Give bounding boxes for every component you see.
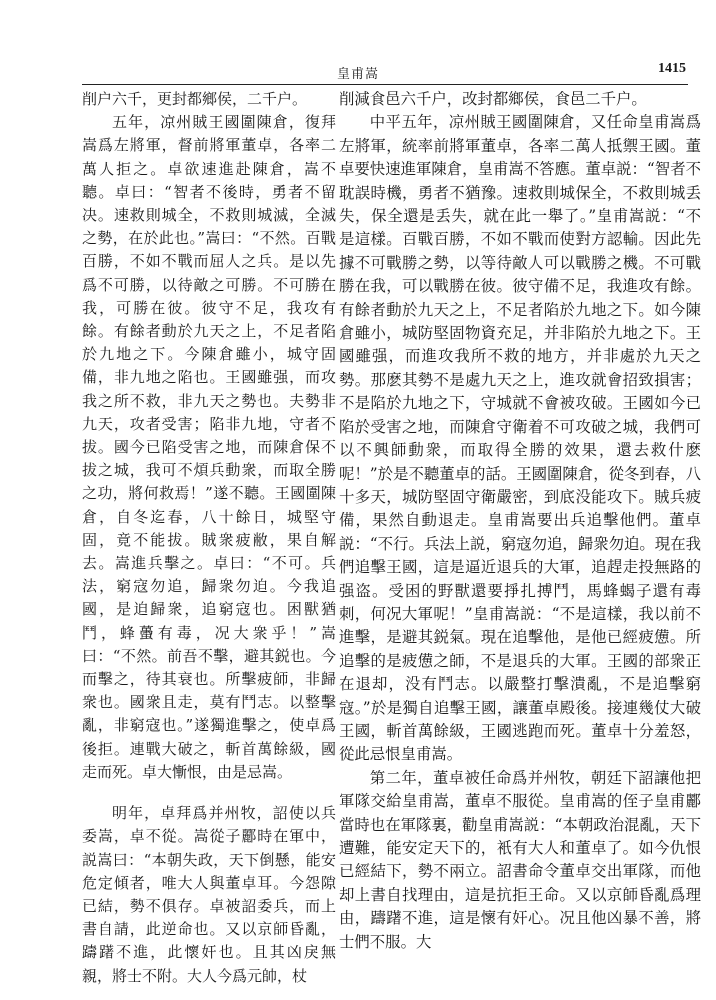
header-rule bbox=[82, 84, 688, 85]
paragraph-gap bbox=[82, 784, 336, 802]
paragraph: 中平五年，凉州賊王國圍陳倉，又任命皇甫嵩爲左將軍，統率前將軍董卓，各率二萬人抵禦王國。董卓要快速進軍陳倉，皇甫嵩不答應。董卓説：“智者不耽誤時機，勇者不猶豫。速救則城保全，不救則城丢失，保全還是丢失，就在此一舉了。”皇甫嵩説：“不是這樣。百戰百勝，不如不戰而使對方認輸。因此先據不可戰勝之勢，以等待敵人可以戰勝之機。不可戰勝在我，可以戰勝在彼。彼守備不足，我進攻有餘。有餘者動於九天之上，不足者陷於九地之下。如今陳倉雖小，城防堅固物資充足，并非陷於九地之下。王國雖强，而進攻我所不救的地方，并非處於九天之勢。那麽其勢不是處九天之上，進攻就會招致損害；不是陷於九地之下，守城就不會被攻破。王國如今已陷於受害之地，而陳倉守衛着不可攻破之城，我們可以不興師動衆，而取得全勝的效果，還去救什麽呢！”於是不聽董卓的話。王國圍陳倉，從冬到春，八十多天，城防堅固守衛嚴密，到底没能攻下。賊兵疲備，果然自動退走。皇甫嵩要出兵追擊他們。董卓説：“不行。兵法上説，窮寇勿追，歸衆勿迫。現在我們追擊王國，這是逼近退兵的大軍，追趕走投無路的强盗。受困的野獸還要掙扎搏鬥，馬蜂蝎子還有毒刺，何况大軍呢！”皇甫嵩説：“不是這樣，我以前不進擊，是避其鋭氣。現在追擊他，是他已經疲憊。所追擊的是疲憊之師，不是退兵的大軍。王國的部衆正在退却，没有鬥志。以嚴整打擊潰亂，不是追擊窮寇。”於是獨自追擊王國，讓董卓殿後。接連幾仗大破王國，斬首萬餘級，王國逃跑而死。董卓十分羞怒，從此忌恨皇甫嵩。 bbox=[339, 113, 701, 764]
paragraph: 削户六千，更封都鄉侯，二千户。 bbox=[82, 90, 308, 108]
translation-text-column bbox=[339, 88, 701, 954]
paragraph: 削減食邑六千户，改封都鄉侯，食邑二千户。 bbox=[339, 90, 647, 108]
classical-text-column bbox=[82, 88, 336, 988]
paragraph: 明年，卓拜爲并州牧，詔使以兵委嵩，卓不從。嵩從子酈時在軍中，説嵩曰：“本朝失政，天下倒懸，能安危定傾者，唯大人與董卓耳。今怨隙已結，勢不俱存。卓被詔委兵，而上書自請，此逆命也。又以京師昏亂，躊躇不進，此懷奸也。且其凶戾無親，將士不附。大人今爲元帥，杖 bbox=[82, 804, 336, 985]
page-number: 1415 bbox=[658, 61, 686, 76]
page-title: 皇甫嵩 bbox=[336, 67, 379, 82]
paragraph: 五年，凉州賊王國圍陳倉，復拜嵩爲左將軍，督前將軍董卓，各率二萬人拒之。卓欲速進赴陳倉，嵩不聽。卓曰：“智者不後時，勇者不留决。速救則城全，不救則城滅，全滅之勢，在於此也。”嵩曰：“不然。百戰百勝，不如不戰而屈人之兵。是以先爲不可勝，以待敵之可勝。不可勝在我，可勝在彼。彼守不足，我攻有餘。有餘者動於九天之上，不足者陷於九地之下。今陳倉雖小，城守固備，非九地之陷也。王國雖强，而攻我之所不救，非九天之勢也。夫勢非九天，攻者受害；陷非九地，守者不拔。國今已陷受害之地，而陳倉保不拔之城，我可不煩兵動衆，而取全勝之功，將何救焉！”遂不聽。王國圍陳倉，自冬迄春，八十餘日，城堅守固，竟不能拔。賊衆疲敝，果自解去。嵩進兵擊之。卓曰：“不可。兵法，窮寇勿追，歸衆勿迫。今我追國，是迫歸衆，追窮寇也。困獸猶鬥，蜂蠆有毒，况大衆乎！”嵩曰：“不然。前吾不擊，避其鋭也。今而擊之，待其衰也。所擊疲師，非歸衆也。國衆且走，莫有鬥志。以整擊亂，非窮寇也。”遂獨進擊之，使卓爲後拒。連戰大破之，斬首萬餘級，國走而死。卓大慚恨，由是忌嵩。 bbox=[82, 113, 336, 781]
paragraph: 第二年，董卓被任命爲并州牧，朝廷下詔讓他把軍隊交給皇甫嵩，董卓不服從。皇甫嵩的侄子皇甫酈當時也在軍隊裏，勸皇甫嵩説：“本朝政治混亂，天下遭難，能安定天下的，衹有大人和董卓了。如今仇恨已經結下，勢不兩立。詔書命令董卓交出軍隊，而他却上書自找理由，這是抗拒王命。又以京師昏亂爲理由，躊躇不進，這是懷有奸心。况且他凶暴不善，將士們不服。大 bbox=[339, 768, 701, 951]
